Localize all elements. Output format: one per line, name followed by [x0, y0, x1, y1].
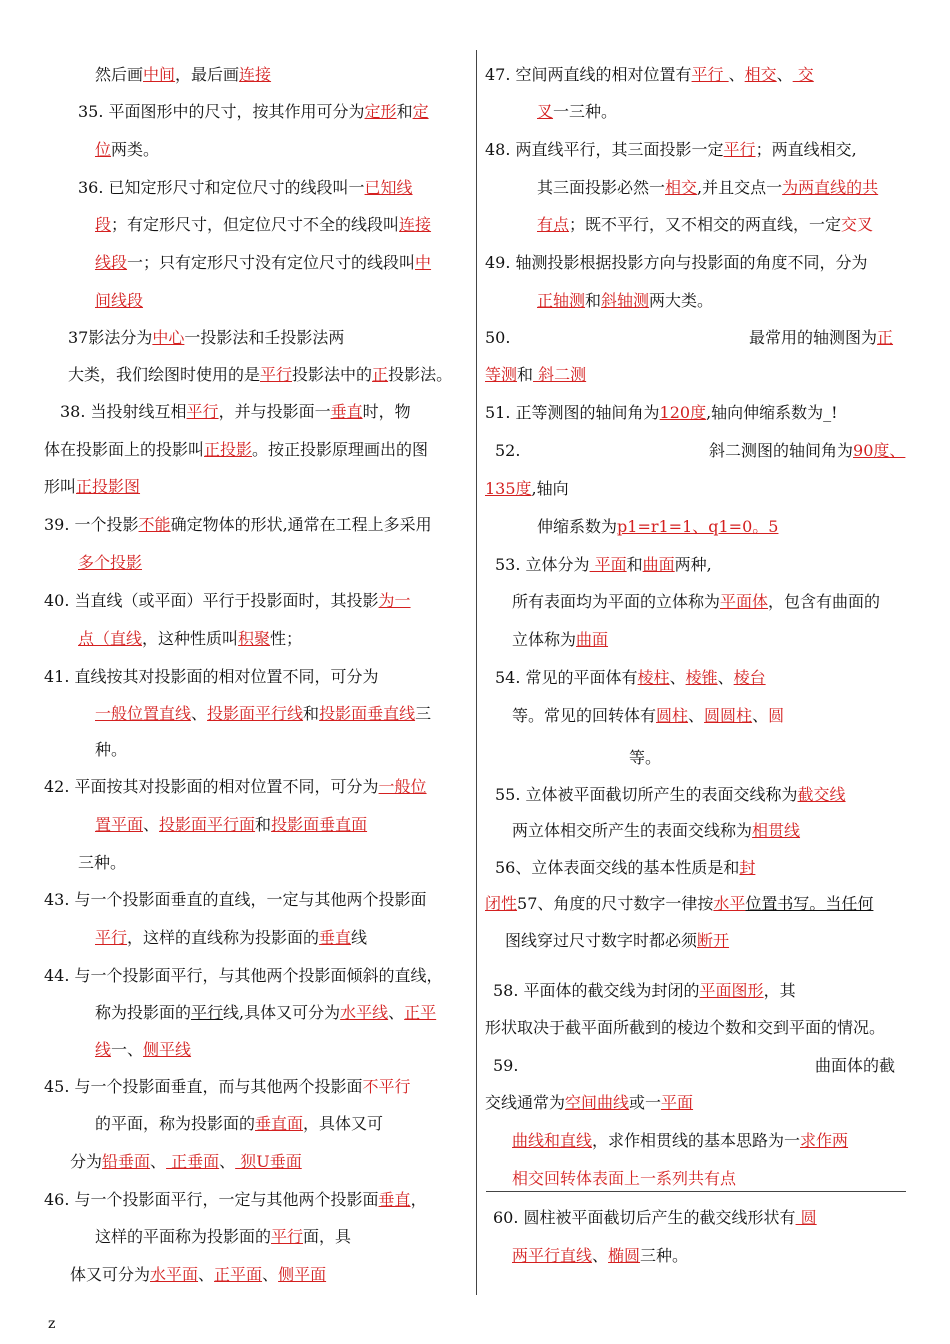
answer-text: 棱台: [733, 668, 766, 687]
question-text: 伸缩系数为: [537, 517, 618, 536]
text-line: [495, 667, 766, 689]
text-line: [485, 1092, 693, 1114]
question-text: 大类，我们绘图时使用的是: [68, 365, 261, 384]
question-text: 39. 一个投影: [44, 515, 139, 534]
question-text: 形叫: [44, 477, 77, 496]
answer-text: 水平面: [150, 1265, 199, 1284]
question-text: 体又可分为: [70, 1265, 151, 1284]
answer-text: 棱锥: [685, 668, 718, 687]
text-line: [44, 889, 427, 911]
text-line: [512, 820, 800, 842]
answer-text: 相贯线: [752, 821, 801, 840]
question-text: 三种。: [78, 853, 127, 872]
text-line: [95, 1002, 436, 1024]
text-line: [629, 747, 661, 769]
answer-text: 交: [792, 65, 814, 84]
text-line: [815, 1055, 895, 1077]
answer-text: 相交: [744, 65, 777, 84]
text-line: [44, 476, 140, 498]
question-text: 三种。: [640, 1246, 689, 1265]
question-text: 相交回转体表面上一系列共有点: [512, 1169, 737, 1188]
answer-text: 中: [415, 253, 432, 272]
question-text: 51. 正等测图的轴间角为: [485, 403, 660, 422]
answer-text: 棱柱: [637, 668, 670, 687]
question-text: ,轴向: [531, 479, 569, 498]
question-text: 54. 常见的平面体有: [495, 668, 638, 687]
question-text: 形状取决于截平面所截到的棱边个数和交到平面的情况。: [485, 1018, 886, 1037]
answer-text: 90度、: [853, 441, 906, 460]
question-text: 这样的平面称为投影面的: [95, 1227, 272, 1246]
answer-text: 斜轴测: [601, 291, 650, 310]
answer-text: 平行: [260, 365, 293, 384]
answer-text: 求作两: [800, 1131, 849, 1150]
text-line: [44, 1076, 411, 1098]
question-text: 和: [585, 291, 602, 310]
answer-text: 投影面平行面: [159, 815, 256, 834]
answer-text: 垂直: [319, 928, 352, 947]
question-text: 、: [262, 1265, 279, 1284]
text-line: [537, 290, 713, 312]
answer-text: 线段: [95, 253, 128, 272]
question-text: 57、角度的尺寸数字一律按: [517, 894, 714, 913]
answer-text: 圆圆柱: [704, 706, 753, 725]
text-line: [512, 1245, 688, 1267]
answer-text: 一般位: [378, 777, 427, 796]
answer-text: 正投影: [204, 440, 253, 459]
answer-text: 多个投影: [78, 553, 143, 572]
text-line: [95, 927, 367, 949]
question-text: 、: [150, 1152, 167, 1171]
text-line: [485, 1017, 885, 1039]
question-text: 立体称为: [512, 630, 577, 649]
text-line: [44, 776, 427, 798]
text-line: [95, 739, 127, 761]
question-text: 图线穿过尺寸数字时都必须: [505, 931, 698, 950]
section-rule: [486, 1191, 906, 1192]
text-line: [485, 478, 569, 500]
question-text: 和: [626, 555, 643, 574]
answer-text: 定: [412, 102, 429, 121]
text-line: [78, 852, 126, 874]
question-text: 一三种。: [553, 102, 618, 121]
question-text: 交叉: [841, 215, 874, 234]
answer-text: 椭圆: [608, 1246, 641, 1265]
question-text: ，求作相贯线的基本思路为一: [592, 1131, 801, 1150]
question-text: ，: [410, 1190, 427, 1209]
question-text: 59.: [493, 1056, 519, 1075]
answer-text: 平面图形: [699, 981, 764, 1000]
answer-text: 平面: [661, 1093, 694, 1112]
text-line: [60, 401, 411, 423]
question-text: 48. 两直线平行，其三面投影一定: [485, 140, 724, 159]
text-line: [495, 440, 520, 462]
answer-text: 120度: [659, 403, 707, 422]
question-text: ；两直线相交,: [755, 140, 857, 159]
answer-text: 曲面: [576, 630, 609, 649]
question-text: 53. 立体分为: [495, 555, 590, 574]
answer-text: 狈U垂面: [235, 1152, 302, 1171]
question-text: 、: [219, 1152, 236, 1171]
question-text: 面，具: [303, 1227, 352, 1246]
answer-text: 平面: [589, 555, 627, 574]
text-line: [485, 139, 857, 161]
answer-text: 斜二测: [533, 365, 587, 384]
text-line: [44, 439, 428, 461]
answer-text: 平行: [723, 140, 756, 159]
question-text: ；既不平行，又不相交的两直线，一定: [569, 215, 842, 234]
question-text: 、: [752, 706, 769, 725]
answer-text: 点（直线: [78, 629, 143, 648]
question-text: 三: [415, 704, 432, 723]
question-text: 斜二测图的轴间角为: [709, 441, 854, 460]
answer-text: 投影面垂直线: [319, 704, 416, 723]
answer-text: 连接: [239, 65, 272, 84]
text-line: [537, 101, 617, 123]
answer-text: 断开: [697, 931, 730, 950]
text-line: [70, 1264, 326, 1286]
answer-text: 正平: [404, 1003, 437, 1022]
question-text: 种。: [95, 740, 128, 759]
question-text: 等。常见的回转体有: [512, 706, 657, 725]
text-line: [505, 930, 729, 952]
answer-text: 置平面: [95, 815, 144, 834]
text-line: [70, 1151, 302, 1173]
question-text: 49. 轴测投影根据投影方向与投影面的角度不同，分为: [485, 253, 868, 272]
text-line: [749, 327, 893, 349]
question-text: 35. 平面图形中的尺寸，按其作用可分为: [78, 102, 365, 121]
question-text: 。按正投影原理画出的图: [252, 440, 429, 459]
question-text: 、: [198, 1265, 215, 1284]
question-text: 圆: [768, 706, 785, 725]
question-text: 曲面体的截: [815, 1056, 896, 1075]
question-text: 两大类。: [649, 291, 714, 310]
answer-text: 相交: [665, 178, 698, 197]
text-line: [44, 666, 379, 688]
text-line: [68, 327, 344, 349]
question-text: 然后画: [95, 65, 144, 84]
text-line: [485, 402, 838, 424]
question-text: 称为投影面的: [95, 1003, 192, 1022]
question-text: 、: [717, 668, 734, 687]
answer-text: 投影面垂直面: [271, 815, 368, 834]
question-text: 线,具体又可分为: [223, 1003, 341, 1022]
question-text: 体在投影面上的投影叫: [44, 440, 205, 459]
text-line: [495, 784, 846, 806]
answer-text: p1=r1=1、q1=0。5: [617, 517, 779, 536]
answer-text: 侧平线: [143, 1040, 192, 1059]
text-line: [485, 327, 510, 349]
text-line: [44, 590, 411, 612]
question-text: 投影法。: [388, 365, 453, 384]
question-text: ，最后画: [175, 65, 240, 84]
question-text: 等。: [629, 748, 662, 767]
answer-text: 正垂面: [166, 1152, 220, 1171]
answer-text: 中心: [152, 328, 185, 347]
text-line: [78, 101, 429, 123]
answer-text: 一般位置直线: [95, 704, 192, 723]
question-text: 37影法分为: [68, 328, 153, 347]
question-text: 、: [688, 706, 705, 725]
answer-text: 正平面: [214, 1265, 263, 1284]
question-text: ,轴向伸缩系数为_!: [706, 403, 838, 422]
question-text: 位置书写。当任何: [745, 894, 874, 913]
question-text: 或一: [629, 1093, 662, 1112]
answer-text: 曲线和直线: [512, 1131, 593, 1150]
question-text: 58. 平面体的截交线为封闭的: [493, 981, 700, 1000]
question-text: 、: [776, 65, 793, 84]
answer-text: 正: [372, 365, 389, 384]
text-line: [95, 64, 271, 86]
text-line: [493, 1055, 518, 1077]
answer-text: 垂直面: [255, 1114, 304, 1133]
footer-mark: z: [48, 1316, 56, 1332]
question-text: 50.: [485, 328, 511, 347]
column-divider: [476, 50, 477, 1295]
question-text: 分为: [70, 1152, 103, 1171]
text-line: [95, 139, 159, 161]
answer-text: 两平行直线: [512, 1246, 593, 1265]
question-text: 平行: [191, 1003, 224, 1022]
question-text: 两种,: [674, 555, 712, 574]
answer-text: 平行: [186, 402, 219, 421]
question-text: 时，物: [362, 402, 411, 421]
answer-text: 正投影图: [76, 477, 141, 496]
question-text: 不平行: [362, 1077, 411, 1096]
question-text: 38. 当投射线互相: [60, 402, 187, 421]
question-text: ，并与投影面一: [218, 402, 331, 421]
answer-text: 定形: [364, 102, 397, 121]
answer-text: 侧平面: [278, 1265, 327, 1284]
question-text: 最常用的轴测图为: [749, 328, 878, 347]
question-text: 56、立体表面交线的基本性质是和: [495, 858, 740, 877]
text-line: [537, 516, 778, 538]
text-line: [95, 814, 367, 836]
question-text: 、: [388, 1003, 405, 1022]
answer-text: 等测: [485, 365, 518, 384]
answer-text: 平面体: [720, 592, 769, 611]
text-line: [537, 214, 873, 236]
text-line: [512, 1168, 736, 1190]
text-line: [95, 252, 431, 274]
answer-text: 平行: [95, 928, 128, 947]
question-text: 确定物体的形状,通常在工程上多采用: [170, 515, 432, 534]
question-text: ，包含有曲面的: [768, 592, 881, 611]
text-line: [512, 591, 880, 613]
question-text: 两类。: [111, 140, 160, 159]
question-text: 所有表面均为平面的立体称为: [512, 592, 721, 611]
question-text: 41. 直线按其对投影面的相对位置不同，可分为: [44, 667, 379, 686]
answer-text: 为一: [378, 591, 411, 610]
question-text: 55. 立体被平面截切所产生的表面交线称为: [495, 785, 798, 804]
question-text: ,并且交点一: [697, 178, 783, 197]
answer-text: 叉: [537, 102, 554, 121]
answer-text: 垂直: [330, 402, 363, 421]
question-text: 和: [255, 815, 272, 834]
text-line: [495, 857, 755, 879]
text-line: [493, 980, 796, 1002]
answer-text: 圆: [795, 1208, 817, 1227]
question-text: 线: [351, 928, 368, 947]
question-text: 一投影法和壬投影法两: [184, 328, 345, 347]
question-text: 47. 空间两直线的相对位置有: [485, 65, 692, 84]
text-line: [44, 514, 432, 536]
question-text: 40. 当直线（或平面）平行于投影面时，其投影: [44, 591, 379, 610]
question-text: 60. 圆柱被平面截切后产生的截交线形状有: [493, 1208, 796, 1227]
answer-text: 135度: [485, 479, 532, 498]
text-line: [95, 214, 431, 236]
text-line: [44, 1189, 427, 1211]
answer-text: 水平: [713, 894, 746, 913]
question-text: 性；: [270, 629, 303, 648]
question-text: 44. 与一个投影面平行，与其他两个投影面倾斜的直线，: [44, 966, 443, 985]
answer-text: 不能: [138, 515, 171, 534]
text-line: [709, 440, 905, 462]
question-text: 52.: [495, 441, 521, 460]
question-text: 和: [303, 704, 320, 723]
question-text: ，这样的直线称为投影面的: [127, 928, 320, 947]
text-line: [44, 965, 443, 987]
text-line: [78, 552, 142, 574]
answer-text: 铅垂面: [102, 1152, 151, 1171]
question-text: 36. 已知定形尺寸和定位尺寸的线段叫一: [78, 178, 365, 197]
text-line: [78, 628, 302, 650]
answer-text: 正轴测: [537, 291, 586, 310]
question-text: 42. 平面按其对投影面的相对位置不同，可分为: [44, 777, 379, 796]
question-text: ，这种性质叫: [142, 629, 239, 648]
text-line: [95, 290, 143, 312]
text-line: [95, 1226, 351, 1248]
question-text: 和: [396, 102, 413, 121]
text-line: [493, 1207, 817, 1229]
question-text: 的平面，称为投影面的: [95, 1114, 256, 1133]
question-text: 一；只有定形尺寸没有定位尺寸的线段叫: [127, 253, 416, 272]
question-text: ，其: [763, 981, 796, 1000]
text-line: [485, 893, 873, 915]
text-line: [485, 64, 814, 86]
question-text: 43. 与一个投影面垂直的直线，一定与其他两个投影面: [44, 890, 427, 909]
question-text: 投影法中的: [292, 365, 373, 384]
text-line: [512, 629, 608, 651]
text-line: [95, 1113, 383, 1135]
question-text: 46. 与一个投影面平行，一定与其他两个投影面: [44, 1190, 379, 1209]
question-text: ；有定形尺寸，但定位尺寸不全的线段叫: [111, 215, 400, 234]
answer-text: 已知线: [364, 178, 413, 197]
text-line: [495, 554, 712, 576]
answer-text: 圆柱: [656, 706, 689, 725]
text-line: [95, 1039, 191, 1061]
question-text: 一、: [111, 1040, 144, 1059]
answer-text: 积聚: [238, 629, 271, 648]
answer-text: 垂直: [378, 1190, 411, 1209]
answer-text: 曲面: [642, 555, 675, 574]
answer-text: 平行: [691, 65, 729, 84]
text-line: [512, 705, 784, 727]
text-line: [78, 177, 413, 199]
question-text: 两立体相交所产生的表面交线称为: [512, 821, 753, 840]
answer-text: 闭性: [485, 894, 518, 913]
question-text: 、: [191, 704, 208, 723]
answer-text: 连接: [399, 215, 432, 234]
answer-text: 正: [877, 328, 894, 347]
answer-text: 平行: [271, 1227, 304, 1246]
question-text: 、: [728, 65, 745, 84]
text-line: [95, 703, 431, 725]
answer-text: 位: [95, 140, 112, 159]
text-line: [485, 252, 868, 274]
answer-text: 有点: [537, 215, 570, 234]
answer-text: 截交线: [797, 785, 846, 804]
question-text: 、: [143, 815, 160, 834]
answer-text: 间线段: [95, 291, 144, 310]
answer-text: 封: [739, 858, 756, 877]
question-text: 其三面投影必然一: [537, 178, 666, 197]
question-text: ，具体又可: [303, 1114, 384, 1133]
text-line: [485, 364, 586, 386]
question-text: 交线通常为: [485, 1093, 566, 1112]
question-text: 、: [669, 668, 686, 687]
question-text: 、: [592, 1246, 609, 1265]
text-line: [68, 364, 452, 386]
answer-text: 水平线: [340, 1003, 389, 1022]
answer-text: 空间曲线: [565, 1093, 630, 1112]
text-line: [537, 177, 878, 199]
answer-text: 段: [95, 215, 112, 234]
question-text: 45. 与一个投影面垂直，而与其他两个投影面: [44, 1077, 363, 1096]
text-line: [512, 1130, 848, 1152]
answer-text: 线: [95, 1040, 112, 1059]
answer-text: 为两直线的共: [782, 178, 879, 197]
question-text: 和: [517, 365, 534, 384]
answer-text: 投影面平行线: [207, 704, 304, 723]
answer-text: 中间: [143, 65, 176, 84]
